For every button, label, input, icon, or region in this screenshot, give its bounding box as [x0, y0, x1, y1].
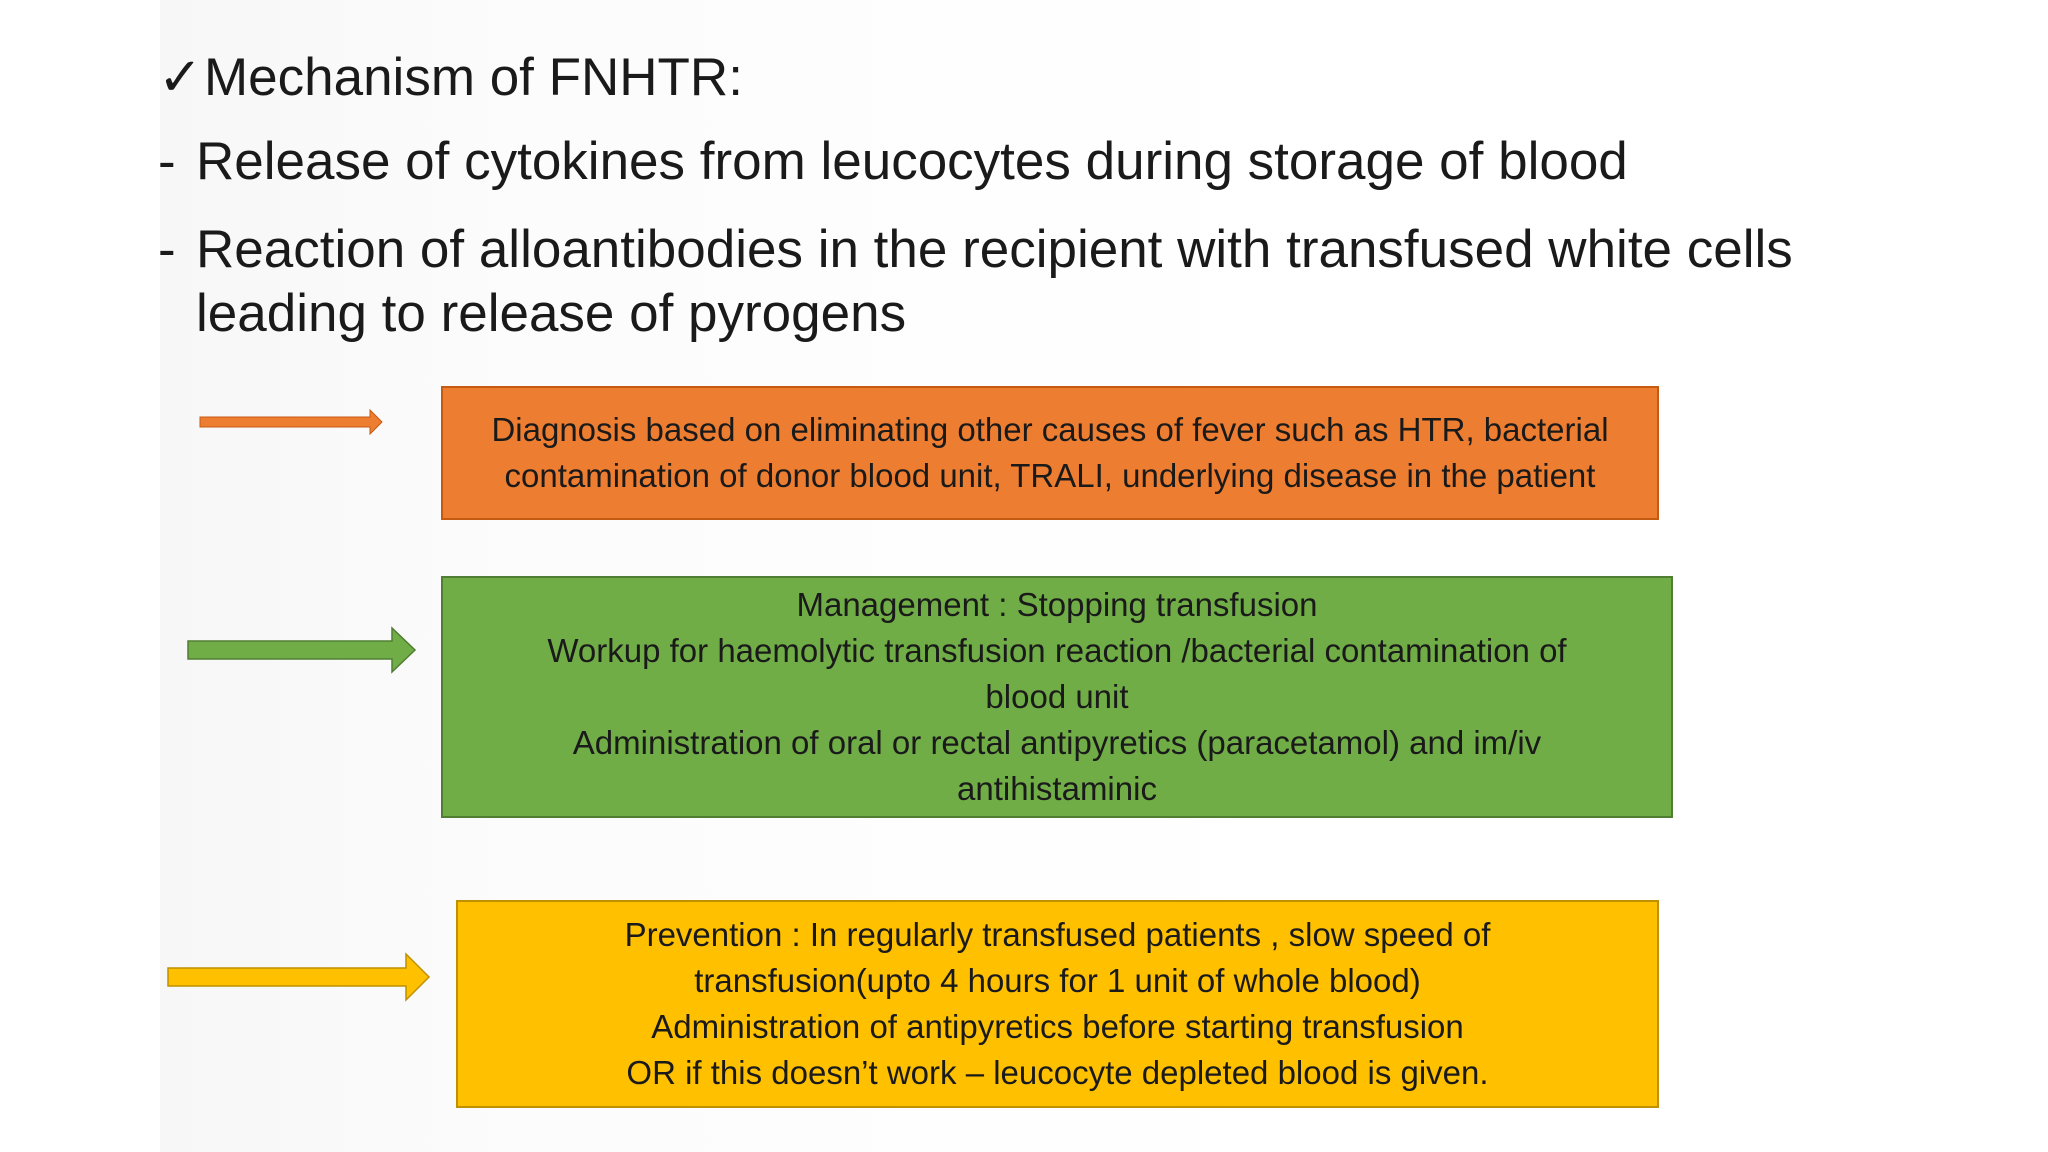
arrow-right-icon — [166, 951, 432, 1003]
management-line: blood unit — [985, 678, 1129, 715]
diagnosis-box — [441, 386, 1659, 520]
heading-title: Mechanism of FNHTR: — [204, 48, 743, 107]
bullet-dash: - — [158, 220, 176, 279]
prevention-line: OR if this doesn’t work – leucocyte depleted blood is given. — [626, 1054, 1489, 1091]
checkmark-icon: ✓ — [158, 48, 203, 107]
management-line: antihistaminic — [957, 770, 1157, 807]
prevention-box — [456, 900, 1659, 1108]
prevention-line: Prevention : In regularly transfused patients , slow speed of — [624, 916, 1491, 953]
arrow-right-icon — [186, 625, 418, 675]
slide-heading — [158, 46, 743, 110]
arrow-right-icon — [198, 406, 384, 438]
management-line: Workup for haemolytic transfusion reaction /bacterial contamination of — [547, 632, 1567, 669]
bullet-text-line-2: leading to release of pyrogens — [196, 284, 907, 343]
bullet-text: Release of cytokines from leucocytes during storage of blood — [196, 132, 1628, 191]
bullet-dash: - — [158, 132, 176, 191]
management-line: Administration of oral or rectal antipyretics (paracetamol) and im/iv — [572, 724, 1542, 761]
prevention-line: transfusion(upto 4 hours for 1 unit of whole blood) — [694, 962, 1421, 999]
management-line: Management : Stopping transfusion — [796, 586, 1318, 623]
prevention-line: Administration of antipyretics before starting transfusion — [651, 1008, 1464, 1045]
diagnosis-line: Diagnosis based on eliminating other causes of fever such as HTR, bacterial — [491, 411, 1609, 448]
diagnosis-line: contamination of donor blood unit, TRALI, underlying disease in the patient — [504, 457, 1596, 494]
management-box — [441, 576, 1673, 818]
bullet-text-line-1: Reaction of alloantibodies in the recipient with transfused white cells — [196, 220, 1793, 279]
